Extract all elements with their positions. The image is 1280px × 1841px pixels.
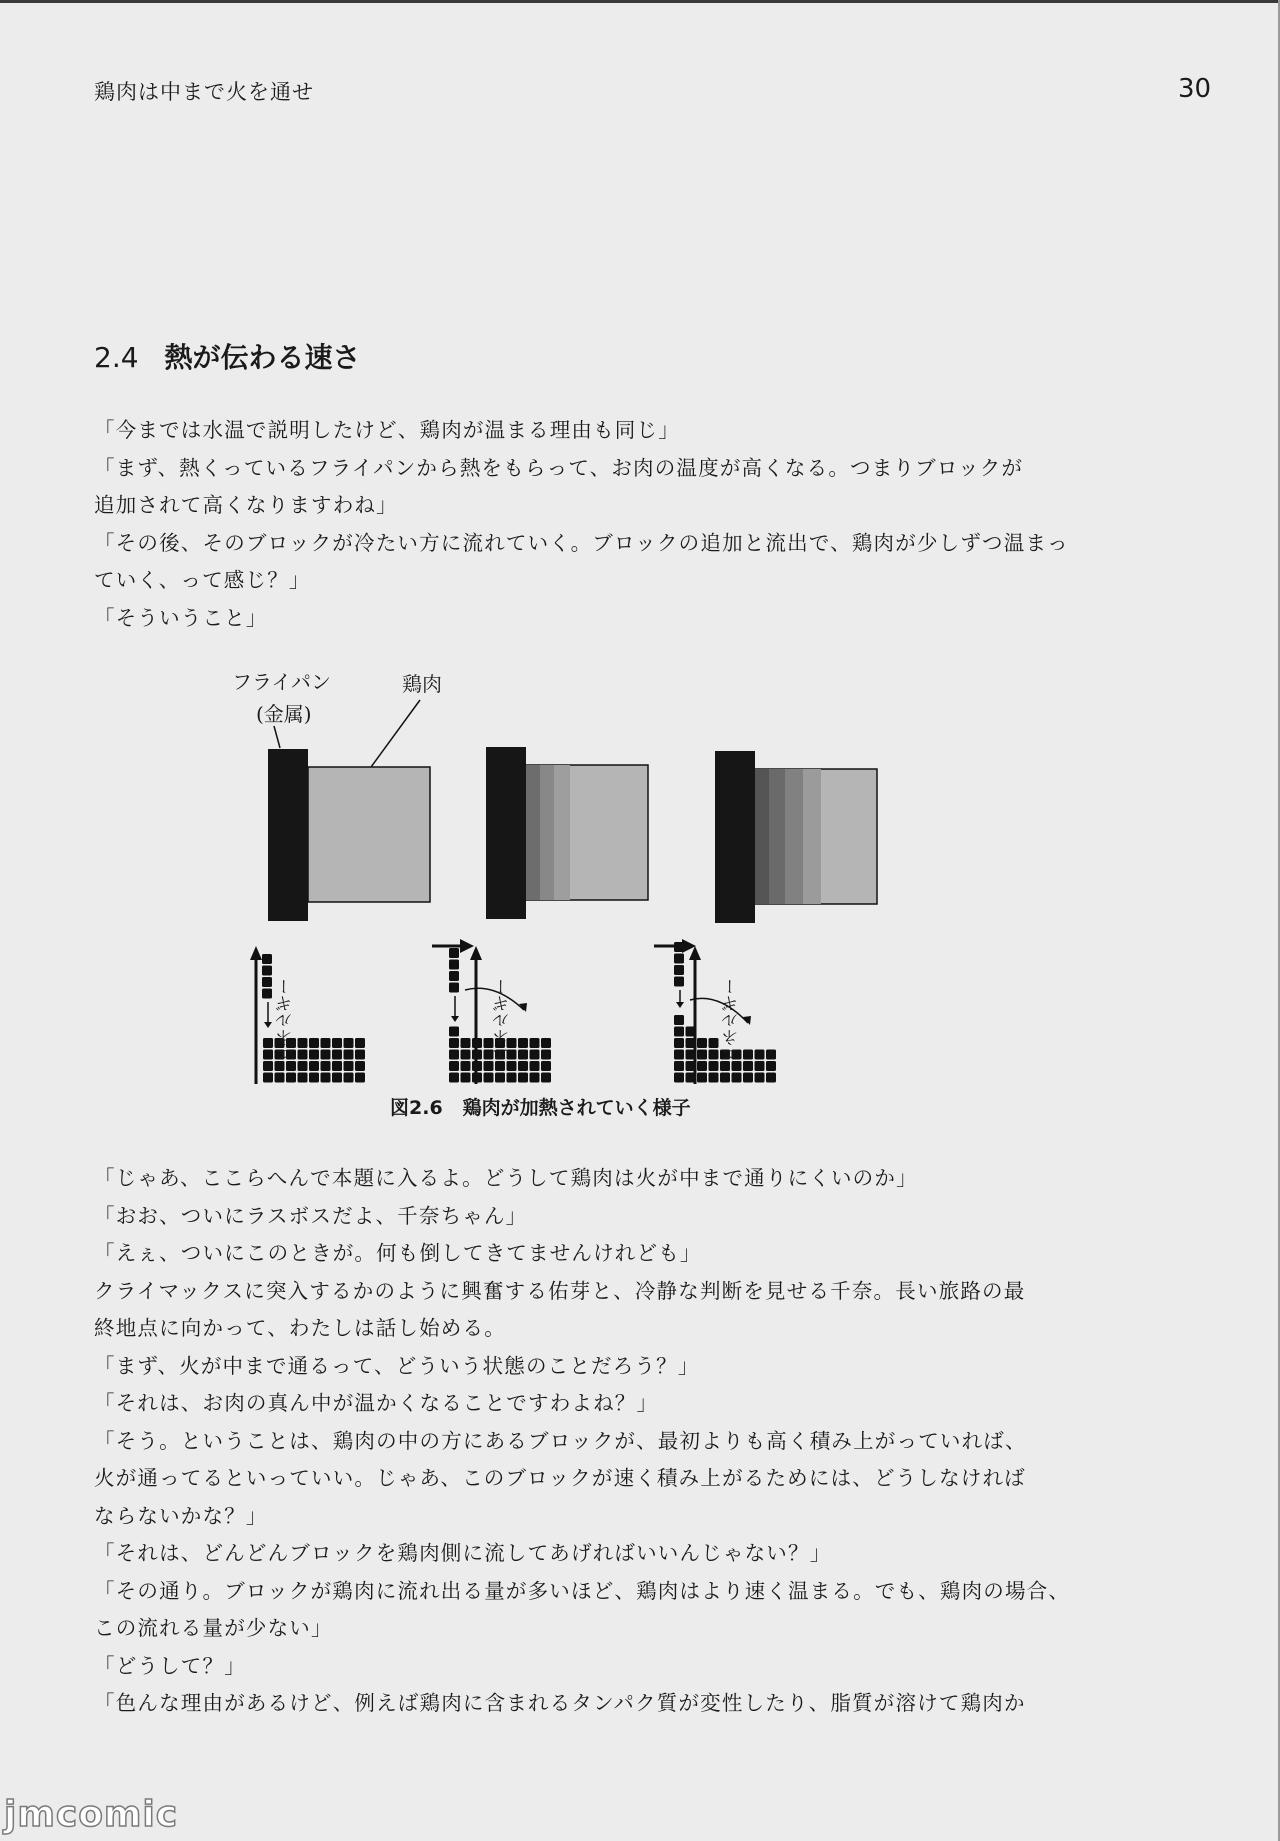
text-line: 「どうして？」 [94, 1653, 246, 1678]
down-arrow-head [451, 1016, 459, 1022]
energy-block [755, 1050, 765, 1060]
energy-block [697, 1038, 707, 1048]
energy-block [507, 1073, 517, 1083]
text-line: 火が通ってるといっていい。じゃあ、このブロックが速く積み上がるためには、どうしなければ [94, 1466, 1026, 1490]
energy-block [674, 1061, 684, 1071]
energy-block [674, 1050, 684, 1060]
energy-block [530, 1073, 540, 1083]
energy-block [518, 1038, 528, 1048]
energy-block [518, 1073, 528, 1083]
text-line: 「おお、ついにラスボスだよ、千奈ちゃん」 [94, 1203, 528, 1228]
energy-block [709, 1050, 719, 1060]
energy-block [321, 1050, 331, 1060]
text-line: 「そう。ということは、鶏肉の中の方にあるブロックが、最初よりも高く積み上がっていれば、 [94, 1428, 1027, 1453]
section-number: 2.4 [94, 341, 139, 374]
text-line: ていく、って感じ？」 [94, 568, 311, 592]
figure-caption [390, 1093, 691, 1120]
energy-block [697, 1073, 707, 1083]
energy-block [674, 1038, 684, 1048]
energy-axis-arrow [470, 946, 482, 960]
energy-block [263, 1061, 273, 1071]
energy-block [449, 1050, 459, 1060]
energy-block [461, 1038, 471, 1048]
energy-block [686, 1073, 696, 1083]
energy-block [321, 1073, 331, 1083]
label-metal: (金属) [256, 702, 312, 726]
energy-block [332, 1073, 342, 1083]
energy-block [332, 1050, 342, 1060]
energy-block [309, 1050, 319, 1060]
text-line: クライマックスに突入するかのように興奮する佑芽と、冷静な判断を見せる千奈。長い旅路の最 [94, 1278, 1026, 1303]
energy-block [309, 1061, 319, 1071]
energy-block [344, 1061, 354, 1071]
pan-block [486, 747, 526, 919]
down-arrow-head [264, 1022, 272, 1028]
energy-axis-label-2: エネルギー [493, 978, 513, 1063]
heat-band-4 [803, 769, 821, 904]
heat-band-2 [769, 769, 785, 904]
heat-band-1 [526, 765, 540, 900]
figure-2-6 [220, 660, 920, 1120]
energy-block [332, 1038, 342, 1048]
body-text-before-figure [94, 412, 1069, 637]
energy-block [541, 1073, 551, 1083]
energy-block [530, 1050, 540, 1060]
energy-block [449, 1038, 459, 1048]
energy-block [449, 1061, 459, 1071]
stage-1-cross-section [268, 749, 430, 921]
energy-axis-arrow [250, 946, 262, 960]
energy-block [472, 1050, 482, 1060]
pan-block [268, 749, 308, 921]
energy-block [461, 1061, 471, 1071]
label-chicken: 鶏肉 [402, 672, 442, 696]
text-line: 終地点に向かって、わたしは話し始める。 [94, 1316, 506, 1340]
energy-block [766, 1050, 776, 1060]
heat-band-3 [554, 765, 570, 900]
text-line: 「その通り。ブロックが鶏肉に流れ出る量が多いほど、鶏肉はより速く温まる。でも、鶏肉の場合、 [94, 1578, 1071, 1603]
energy-block [355, 1050, 365, 1060]
text-line: 「色んな理由があるけど、例えば鶏肉に含まれるタンパク質が変性したり、脂質が溶けて鶏肉か [94, 1691, 1026, 1715]
pan-block [715, 751, 755, 923]
energy-block [674, 1015, 684, 1025]
energy-block [755, 1073, 765, 1083]
chicken-block [308, 767, 430, 902]
energy-block [674, 1027, 684, 1037]
energy-block [732, 1073, 742, 1083]
text-line: 「えぇ、ついにこのときが。何も倒してきてませんけれども」 [94, 1241, 702, 1265]
text-line: 「それは、どんどんブロックを鶏肉側に流してあげればいいんじゃない？」 [94, 1541, 832, 1565]
heating-diagram [220, 660, 920, 1090]
energy-block [518, 1061, 528, 1071]
energy-block [344, 1050, 354, 1060]
energy-axis-label-3: エネルギー [722, 978, 742, 1063]
energy-block [541, 1050, 551, 1060]
caption-text: 鶏肉が加熱されていく様子 [462, 1097, 691, 1119]
energy-block [332, 1061, 342, 1071]
energy-block [697, 1050, 707, 1060]
running-title: 鶏肉は中まで火を通せ [94, 80, 314, 104]
stage-3-cross-section [715, 751, 877, 923]
flow-arrow-head [743, 1016, 751, 1025]
body-text-after-figure [94, 1160, 1071, 1723]
label-frying-pan: フライパン [232, 670, 331, 694]
energy-block [484, 1073, 494, 1083]
section-heading [94, 336, 361, 376]
energy-block [674, 1073, 684, 1083]
energy-block [709, 1038, 719, 1048]
heat-band-2 [540, 765, 554, 900]
energy-block [461, 1050, 471, 1060]
energy-block [449, 1027, 459, 1037]
energy-block [495, 1073, 505, 1083]
energy-block [472, 1038, 482, 1048]
energy-block [275, 1073, 285, 1083]
energy-block [321, 1061, 331, 1071]
energy-block [530, 1061, 540, 1071]
energy-block [541, 1038, 551, 1048]
incoming-block [449, 948, 459, 958]
energy-block [686, 1061, 696, 1071]
energy-block [298, 1061, 308, 1071]
energy-block [298, 1050, 308, 1060]
energy-block [697, 1061, 707, 1071]
energy-block [743, 1050, 753, 1060]
energy-block [344, 1038, 354, 1048]
heat-band-1 [755, 769, 769, 904]
incoming-block [262, 989, 272, 999]
caption-number: 図2.6 [390, 1097, 443, 1119]
energy-block [709, 1073, 719, 1083]
energy-block [449, 1073, 459, 1083]
incoming-block [674, 977, 684, 987]
down-arrow-head [676, 1002, 684, 1008]
energy-block [541, 1061, 551, 1071]
energy-block [355, 1061, 365, 1071]
energy-block [530, 1038, 540, 1048]
text-line: 「それは、お肉の真ん中が温かくなることですわよね？」 [94, 1391, 659, 1415]
text-line: ならないかな？」 [94, 1503, 268, 1528]
energy-block [263, 1073, 273, 1083]
incoming-block [674, 954, 684, 964]
incoming-block [449, 960, 459, 970]
energy-block [309, 1038, 319, 1048]
energy-block [472, 1061, 482, 1071]
energy-block [298, 1073, 308, 1083]
stage-2-cross-section [486, 747, 648, 919]
text-line: 追加されて高くなりますわね」 [94, 493, 398, 517]
energy-block [263, 1038, 273, 1048]
incoming-block [262, 966, 272, 976]
energy-block [743, 1061, 753, 1071]
energy-block [286, 1073, 296, 1083]
text-line: この流れる量が少ない」 [94, 1616, 333, 1640]
top-border [0, 0, 1280, 3]
incoming-block [262, 977, 272, 987]
energy-block [298, 1038, 308, 1048]
energy-block [518, 1050, 528, 1060]
energy-block [321, 1038, 331, 1048]
energy-block [686, 1027, 696, 1037]
incoming-block [674, 965, 684, 975]
energy-block [755, 1061, 765, 1071]
energy-block [743, 1073, 753, 1083]
energy-block [686, 1050, 696, 1060]
text-line: 「そういうこと」 [94, 605, 268, 630]
energy-block [766, 1073, 776, 1083]
text-line: 「今までは水温で説明したけど、鶏肉が温まる理由も同じ」 [94, 418, 680, 442]
text-line: 「まず、熱くっているフライパンから熱をもらって、お肉の温度が高くなる。つまりブロックが [94, 455, 1024, 480]
incoming-block [262, 954, 272, 964]
energy-block [686, 1038, 696, 1048]
text-line: 「その後、そのブロックが冷たい方に流れていく。ブロックの追加と流出で、鶏肉が少しずつ温まっ [94, 530, 1069, 555]
section-title: 熱が伝わる速さ [164, 341, 361, 374]
energy-block [709, 1061, 719, 1071]
incoming-block [674, 942, 684, 952]
text-line: 「まず、火が中まで通るって、どういう状態のことだろう？」 [94, 1353, 700, 1378]
text-line: 「じゃあ、ここらへんで本題に入るよ。どうして鶏肉は火が中まで通りにくいのか」 [94, 1166, 918, 1190]
incoming-block [449, 983, 459, 993]
incoming-block [449, 971, 459, 981]
energy-block [309, 1073, 319, 1083]
energy-block [461, 1073, 471, 1083]
watermark-logo: jmcomic [4, 1794, 179, 1835]
energy-axis-label-1: エネルギー [276, 978, 296, 1063]
energy-block [766, 1061, 776, 1071]
heat-band-3 [785, 769, 803, 904]
energy-block [263, 1050, 273, 1060]
energy-block [472, 1073, 482, 1083]
energy-block [355, 1038, 365, 1048]
energy-block [720, 1073, 730, 1083]
energy-block [355, 1073, 365, 1083]
page-number: 30 [1178, 74, 1212, 104]
energy-block [344, 1073, 354, 1083]
pan-leader-line [274, 726, 280, 748]
